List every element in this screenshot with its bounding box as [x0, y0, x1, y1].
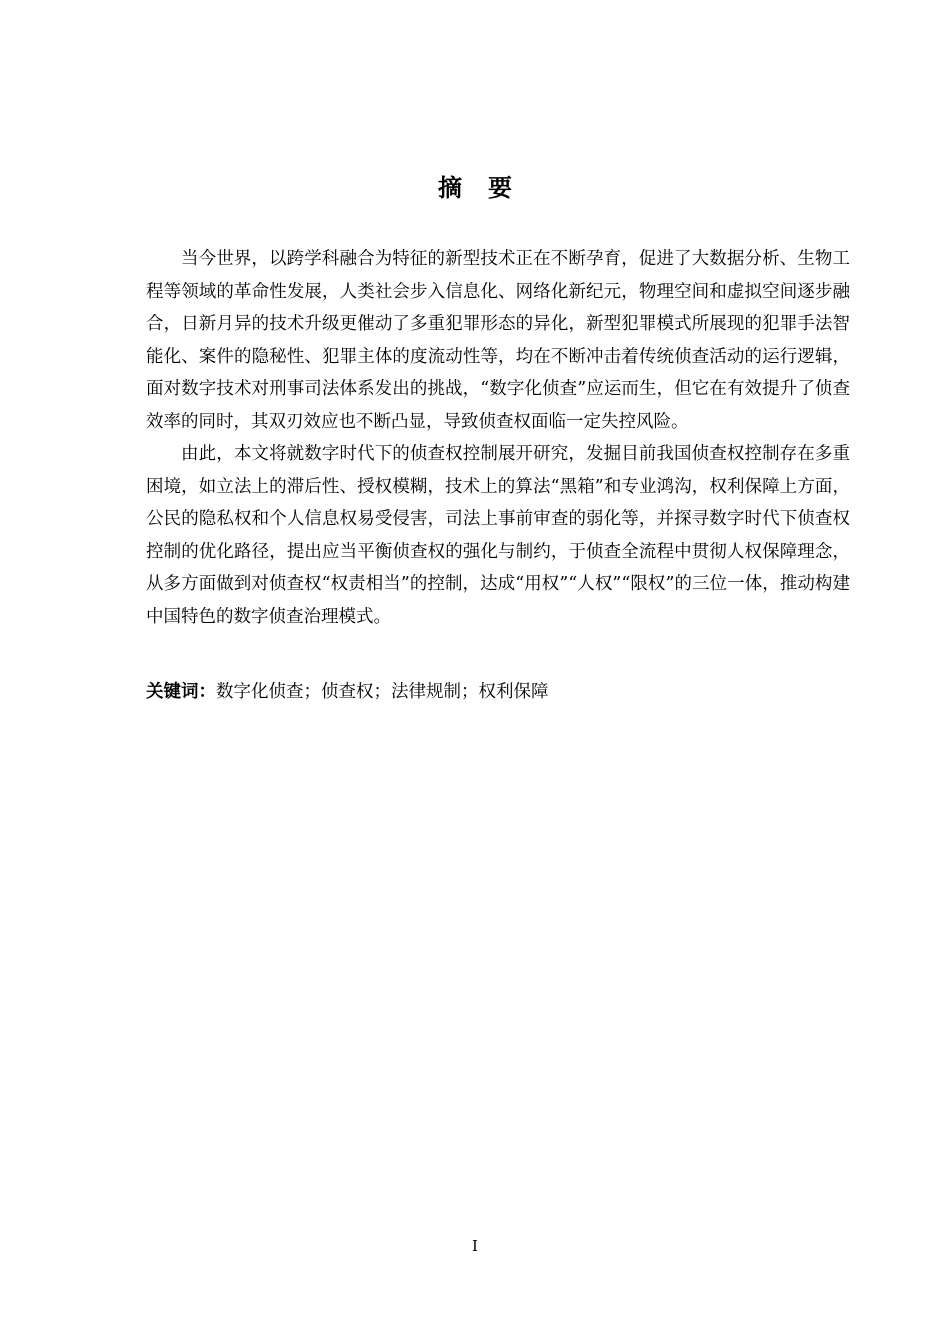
- keywords-text: 数字化侦查；侦查权；法律规制；权利保障: [216, 682, 549, 702]
- abstract-title: 摘要: [438, 174, 538, 202]
- keywords-line: [146, 676, 850, 708]
- abstract-paragraph-1: 当今世界，以跨学科融合为特征的新型技术正在不断孕育，促进了大数据分析、生物工程等领域的革命性发展，人类社会步入信息化、网络化新纪元，物理空间和虚拟空间逐步融合，日新月异的技术升级更催动了多重犯罪形态的异化，新型犯罪模式所展现的犯罪手法智能化、案件的隐秘性、犯罪主体的度流动性等，均在不断冲击着传统侦查活动的运行逻辑，面对数字技术对刑事司法体系发出的挑战，“数字化侦查”应运而生，但它在有效提升了侦查效率的同时，其双刃效应也不断凸显，导致侦查权面临一定失控风险。: [146, 249, 850, 432]
- abstract-body: [146, 243, 850, 633]
- keywords-label: 关键词：: [146, 682, 216, 702]
- page-number: I: [472, 1237, 478, 1255]
- abstract-paragraph-2: 由此，本文将就数字时代下的侦查权控制展开研究，发掘目前我国侦查权控制存在多重困境，如立法上的滞后性、授权模糊，技术上的算法“黑箱”和专业鸿沟，权利保障上方面，公民的隐私权和个人信息权易受侵害，司法上事前审查的弱化等，并探寻数字时代下侦查权控制的优化路径，提出应当平衡侦查权的强化与制约，于侦查全流程中贯彻人权保障理念，从多方面做到对侦查权“权责相当”的控制，达成“用权”“人权”“限权”的三位一体，推动构建中国特色的数字侦查治理模式。: [146, 444, 850, 627]
